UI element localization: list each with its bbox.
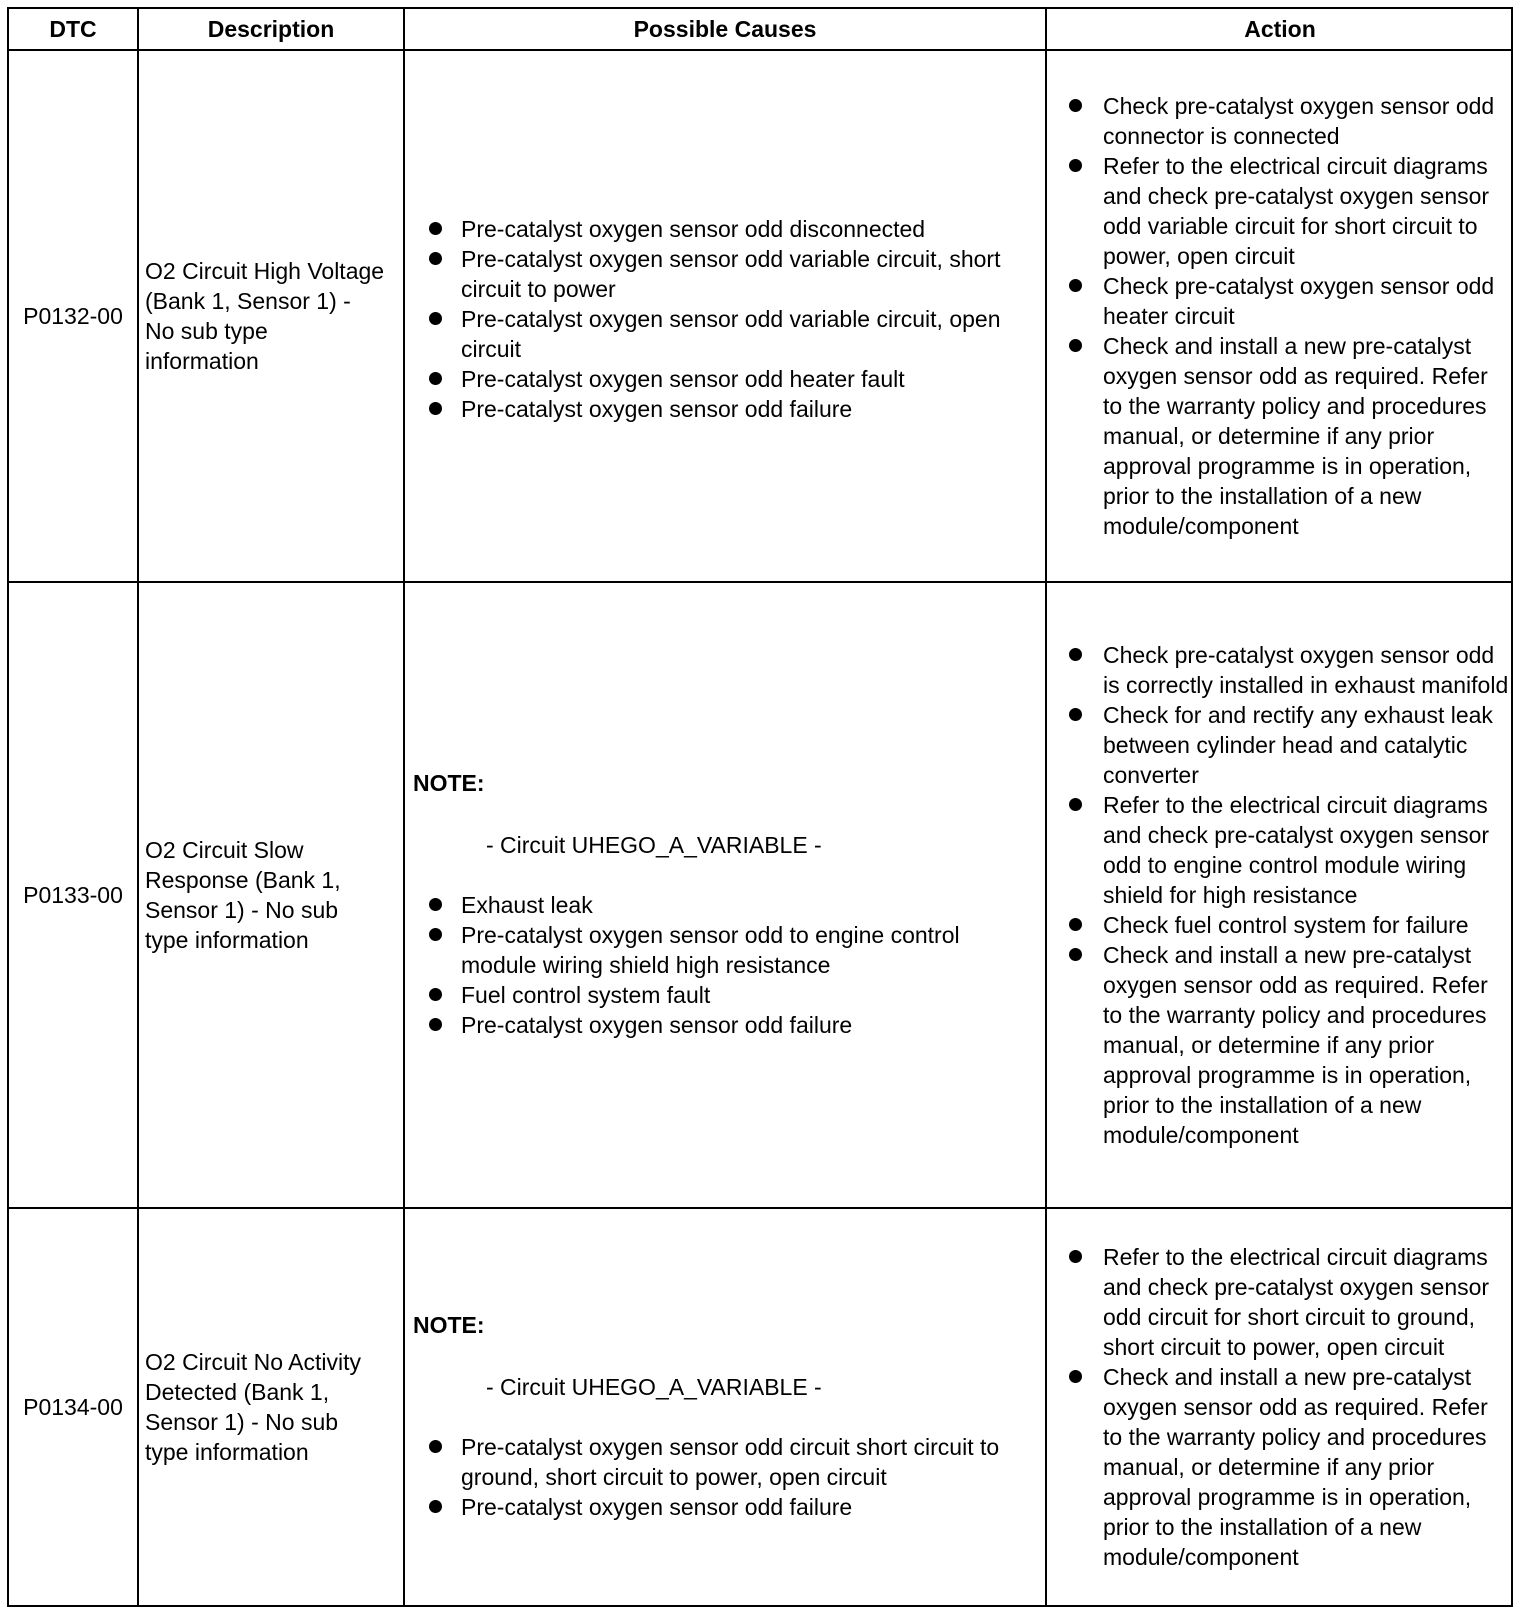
list-item: Refer to the electrical circuit diagrams and check pre-catalyst oxygen sensor odd variable circuit for short circuit to power, open circuit [1069,151,1509,271]
list-item: Pre-catalyst oxygen sensor odd failure [413,1492,1035,1522]
list-item: Pre-catalyst oxygen sensor odd heater fault [413,364,1035,394]
causes-list [413,890,1035,1040]
bullet-icon [429,312,442,325]
bullet-icon [1069,159,1082,172]
circuit-label: - Circuit UHEGO_A_VARIABLE - [486,832,822,858]
list-item: Refer to the electrical circuit diagrams and check pre-catalyst oxygen sensor odd circuit for short circuit to ground, short circuit to power, open circuit [1069,1242,1509,1362]
list-item: Exhaust leak [413,890,1035,920]
note-label: NOTE: [413,1312,485,1338]
bullet-icon [1069,279,1082,292]
action-cell [1047,583,1513,1207]
bullet-icon [429,1018,442,1031]
action-list [1069,1242,1509,1572]
dtc-code: P0133-00 [23,882,123,908]
bullet-icon [1069,1370,1082,1383]
bullet-icon [429,402,442,415]
list-item: Fuel control system fault [413,980,1035,1010]
dtc-code: P0134-00 [23,1394,123,1420]
list-item: Check pre-catalyst oxygen sensor odd is correctly installed in exhaust manifold [1069,640,1509,700]
header-dtc: DTC [49,15,97,42]
description-line: Response (Bank 1, [145,867,341,893]
action-list [1069,91,1509,541]
description-line: type information [145,1439,309,1465]
dtc-code: P0132-00 [23,303,123,329]
list-item: Pre-catalyst oxygen sensor odd circuit short circuit to ground, short circuit to power, open circuit [413,1432,1035,1492]
bullet-icon [1069,339,1082,352]
list-item: Pre-catalyst oxygen sensor odd variable circuit, short circuit to power [413,244,1035,304]
bullet-icon [1069,648,1082,661]
description-line: O2 Circuit No Activity [145,1349,361,1375]
circuit-label: - Circuit UHEGO_A_VARIABLE - [486,1374,822,1400]
description-line: No sub type [145,318,268,344]
list-item: Check pre-catalyst oxygen sensor odd connector is connected [1069,91,1509,151]
description-line: (Bank 1, Sensor 1) - [145,288,351,314]
description-line: Sensor 1) - No sub [145,1409,339,1435]
list-item: Check and install a new pre-catalyst oxygen sensor odd as required. Refer to the warranty policy and procedures manual, or determine if any prior approval programme is in operation, prior to the installation of a new module/component [1069,1362,1509,1572]
bullet-icon [429,988,442,1001]
bullet-icon [1069,798,1082,811]
description-line: type information [145,927,309,953]
list-item: Check fuel control system for failure [1069,910,1509,940]
bullet-icon [1069,948,1082,961]
causes-list [413,214,1035,424]
description-line: Detected (Bank 1, [145,1379,330,1405]
list-item: Pre-catalyst oxygen sensor odd failure [413,1010,1035,1040]
list-item: Check pre-catalyst oxygen sensor odd heater circuit [1069,271,1509,331]
header-possible-causes: Possible Causes [633,15,817,42]
description-line: information [145,348,259,374]
bullet-icon [1069,99,1082,112]
list-item: Pre-catalyst oxygen sensor odd to engine control module wiring shield high resistance [413,920,1035,980]
header-action: Action [1244,15,1316,42]
header-description: Description [207,15,335,42]
bullet-icon [429,1500,442,1513]
list-item: Check and install a new pre-catalyst oxygen sensor odd as required. Refer to the warranty policy and procedures manual, or determine if any prior approval programme is in operation, prior to the installation of a new module/component [1069,940,1509,1150]
list-item: Pre-catalyst oxygen sensor odd failure [413,394,1035,424]
bullet-icon [1069,918,1082,931]
causes-cell [405,1209,1045,1605]
action-list [1069,640,1509,1150]
bullet-icon [429,928,442,941]
list-item: Check and install a new pre-catalyst oxygen sensor odd as required. Refer to the warranty policy and procedures manual, or determine if any prior approval programme is in operation, prior to the installation of a new module/component [1069,331,1509,541]
list-item: Pre-catalyst oxygen sensor odd variable circuit, open circuit [413,304,1035,364]
causes-cell [405,583,1045,1207]
causes-list [413,1432,1035,1522]
bullet-icon [429,372,442,385]
bullet-icon [1069,1250,1082,1263]
description-line: O2 Circuit Slow [145,837,304,863]
description-cell [139,1209,403,1605]
description-line: Sensor 1) - No sub [145,897,339,923]
list-item: Refer to the electrical circuit diagrams and check pre-catalyst oxygen sensor odd to engine control module wiring shield for high resistance [1069,790,1509,910]
causes-cell [405,51,1045,581]
description-cell [139,583,403,1207]
bullet-icon [1069,708,1082,721]
action-cell [1047,1209,1513,1605]
description-line: O2 Circuit High Voltage [145,258,385,284]
bullet-icon [429,252,442,265]
dtc-table [7,7,1513,1607]
bullet-icon [429,898,442,911]
list-item: Pre-catalyst oxygen sensor odd disconnected [413,214,1035,244]
description-cell [139,51,403,581]
list-item: Check for and rectify any exhaust leak between cylinder head and catalytic converter [1069,700,1509,790]
bullet-icon [429,1440,442,1453]
action-cell [1047,51,1513,581]
note-label: NOTE: [413,770,485,796]
bullet-icon [429,222,442,235]
